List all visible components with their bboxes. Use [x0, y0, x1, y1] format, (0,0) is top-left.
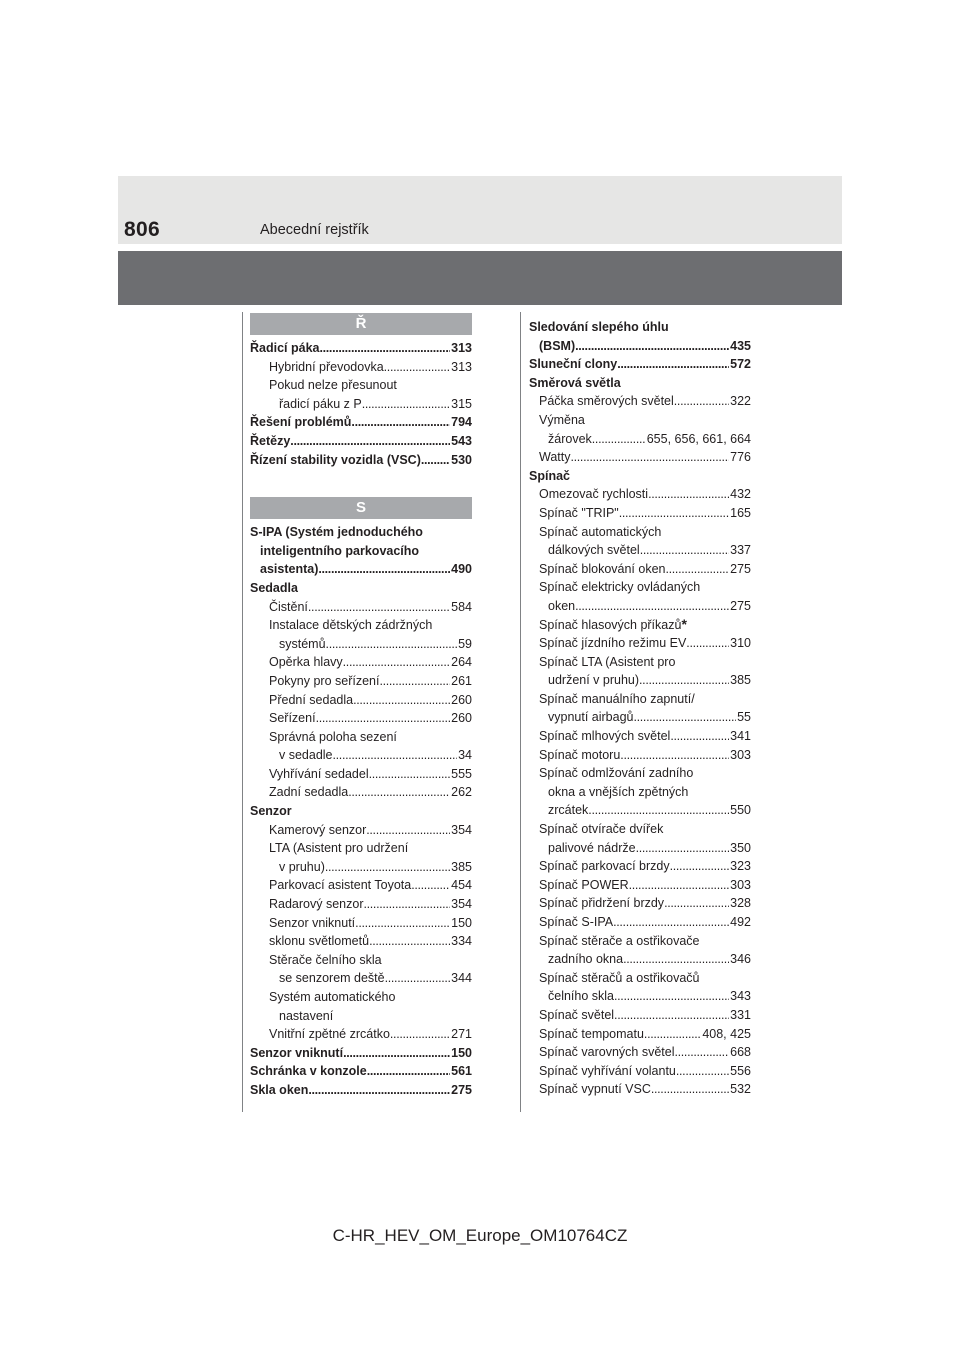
dot-leader — [421, 451, 450, 470]
entry-term: inteligentního parkovacího — [260, 543, 420, 558]
entry-term: Parkovací asistent Toyota — [269, 878, 412, 893]
entry-page-number: 55 — [737, 710, 751, 725]
index-heading — [529, 932, 751, 951]
index-entry — [529, 597, 751, 616]
dot-leader — [290, 432, 450, 451]
entry-term: Vyhřívání sedadel — [269, 766, 369, 781]
index-entry — [250, 1025, 472, 1044]
entry-page-number: 323 — [730, 859, 751, 874]
entry-page-number: 435 — [730, 338, 751, 353]
entry-term: Watty — [539, 450, 571, 465]
entry-term: Řadicí páka — [250, 341, 320, 355]
entry-page-number: 385 — [730, 673, 751, 688]
entry-page-number: 543 — [451, 433, 472, 448]
entry-term: Přední sedadla — [269, 692, 354, 707]
dot-leader — [369, 765, 451, 784]
entry-term: Spínač stěrače a ostřikovače — [539, 933, 700, 948]
index-entry — [529, 355, 751, 374]
entry-page-number: 150 — [451, 1045, 472, 1060]
index-heading — [529, 783, 751, 802]
entry-page-number: 334 — [451, 934, 472, 949]
index-entry — [529, 857, 751, 876]
index-entry — [529, 392, 751, 411]
index-entry — [250, 932, 472, 951]
index-entry — [250, 560, 472, 579]
index-heading — [529, 969, 751, 988]
entry-term: řadicí páku z P — [279, 396, 362, 411]
index-entry — [529, 541, 751, 560]
entry-term: Vnitřní zpětné zrcátko — [269, 1027, 390, 1042]
dot-leader — [575, 337, 729, 356]
index-entry — [250, 895, 472, 914]
entry-term: LTA (Asistent pro udržení — [269, 841, 409, 856]
entry-page-number: 322 — [730, 394, 751, 409]
index-heading — [529, 374, 751, 393]
dot-leader — [686, 634, 729, 653]
entry-term: žárovek — [548, 431, 592, 446]
entry-page-number: 776 — [730, 450, 751, 465]
entry-term: palivové nádrže — [548, 840, 636, 855]
entry-term: (BSM) — [539, 338, 576, 353]
index-heading — [250, 988, 472, 1007]
dot-leader — [333, 746, 458, 765]
entry-page-number: 350 — [730, 840, 751, 855]
entry-page-number: 261 — [451, 673, 472, 688]
entry-page-number: 341 — [730, 729, 751, 744]
entry-term: Opěrka hlavy — [269, 655, 343, 670]
dot-leader — [619, 504, 729, 523]
entry-term: zrcátek — [548, 803, 589, 818]
entry-page-number: 432 — [730, 487, 751, 502]
dot-leader — [592, 430, 646, 449]
dot-leader — [325, 858, 450, 877]
entry-term: Sedadla — [250, 580, 298, 595]
index-heading — [250, 839, 472, 858]
index-entry — [529, 337, 751, 356]
index-entry — [529, 727, 751, 746]
entry-page-number: 328 — [730, 896, 751, 911]
index-heading — [529, 411, 751, 430]
entry-term: Spínač světel — [539, 1007, 615, 1022]
entry-page-number: 331 — [730, 1007, 751, 1022]
index-column-1 — [250, 313, 472, 1100]
entry-page-number: 310 — [730, 636, 751, 651]
entry-term: Řešení problémů — [250, 415, 352, 430]
entry-term: čelního skla — [548, 989, 615, 1004]
entry-page-number: 260 — [451, 711, 472, 726]
dot-leader — [316, 709, 451, 728]
dot-leader — [623, 950, 729, 969]
entry-term: Spínač LTA (Asistent pro — [539, 654, 676, 669]
index-heading: Spínač hlasových příkazů * — [529, 616, 751, 635]
entry-term: Spínač jízdního režimu EV — [539, 636, 687, 651]
entry-term: nastavení — [279, 1008, 334, 1023]
dot-leader — [390, 1025, 450, 1044]
column-divider-left — [242, 312, 243, 1112]
index-heading — [529, 653, 751, 672]
entry-page-number: 303 — [730, 747, 751, 762]
dot-leader — [411, 876, 450, 895]
entry-page-number: 454 — [451, 878, 472, 893]
entry-page-number: 343 — [730, 989, 751, 1004]
page-title: Abecední rejstřík — [260, 222, 369, 238]
entry-term: Seřízení — [269, 711, 316, 726]
index-entry — [250, 914, 472, 933]
dot-leader — [308, 1081, 450, 1100]
dot-leader — [319, 339, 450, 358]
entry-term: systémů — [279, 636, 326, 651]
entry-page-number: 346 — [730, 952, 751, 967]
dot-leader — [648, 485, 729, 504]
entry-page-number: 530 — [451, 452, 472, 467]
entry-term: Spínač manuálního zapnutí/ — [539, 691, 695, 706]
entry-page-number: 275 — [730, 598, 751, 613]
entry-page-number: 262 — [451, 785, 472, 800]
column-divider-right — [520, 312, 521, 1112]
index-entry — [529, 1006, 751, 1025]
entry-term: Spínač odmlžování zadního — [539, 766, 694, 781]
entry-term: v pruhu) — [279, 859, 325, 874]
index-entry — [529, 1080, 751, 1099]
page-header — [118, 176, 842, 244]
index-entry — [250, 876, 472, 895]
document-code: C-HR_HEV_OM_Europe_OM10764CZ — [332, 1226, 628, 1245]
index-heading — [529, 820, 751, 839]
index-entry — [529, 1025, 751, 1044]
entry-term: Spínač motoru — [539, 747, 621, 762]
entry-term: Spínač S-IPA — [539, 915, 614, 929]
entry-term: Spínač automatických — [539, 524, 662, 539]
index-entry — [250, 635, 472, 654]
entry-page-number: 275 — [451, 1082, 472, 1097]
index-entry — [529, 801, 751, 820]
index-entry — [529, 913, 751, 932]
dot-leader — [636, 839, 730, 858]
dot-leader — [670, 857, 730, 876]
entry-term: udržení v pruhu) — [548, 673, 640, 688]
index-entry — [250, 709, 472, 728]
index-entry — [250, 969, 472, 988]
entry-page-number: 271 — [451, 1027, 472, 1042]
dot-leader — [369, 932, 450, 951]
dot-leader — [326, 635, 458, 654]
index-heading — [250, 728, 472, 747]
entry-term: Spínač hlasových příkazů — [539, 617, 682, 632]
index-entry — [529, 987, 751, 1006]
index-entry — [529, 430, 751, 449]
entry-term: Senzor vniknutí — [250, 1045, 344, 1060]
entry-term: Hybridní převodovka — [269, 359, 384, 374]
entry-term: Stěrače čelního skla — [269, 952, 382, 967]
dot-leader — [676, 1062, 729, 1081]
entry-page-number: 313 — [451, 359, 472, 374]
entry-term: Spínač mlhových světel — [539, 729, 671, 744]
entry-term: Senzor vniknutí — [269, 915, 356, 930]
entry-page-number: 264 — [451, 655, 472, 670]
index-heading — [529, 467, 751, 486]
entry-term: oken — [548, 598, 576, 613]
entry-page-number: 655, 656, 661, 664 — [646, 431, 751, 446]
index-column-2 — [529, 318, 751, 1099]
index-entry — [250, 653, 472, 672]
entry-term: vypnutí airbagů — [548, 710, 634, 725]
entry-page-number: 490 — [451, 562, 472, 577]
entry-term: Spínač parkovací brzdy — [539, 859, 670, 874]
entry-term: Kamerový senzor — [269, 822, 367, 837]
entry-page-number: 165 — [730, 505, 751, 520]
index-entry — [250, 432, 472, 451]
entry-term: dálkových světel — [548, 543, 640, 558]
dot-leader — [613, 913, 729, 932]
entry-term: Spínač vypnutí VSC — [539, 1082, 651, 1097]
entry-page-number: 794 — [451, 415, 472, 430]
entry-term: S-IPA (Systém jednoduchého — [250, 525, 423, 540]
entry-page-number: 550 — [730, 803, 751, 818]
index-entry — [250, 1062, 472, 1081]
index-entry — [250, 746, 472, 765]
index-entry — [529, 1043, 751, 1062]
entry-page-number: 492 — [730, 915, 751, 929]
index-entry — [529, 746, 751, 765]
dot-leader — [629, 876, 730, 895]
entry-term: Čistění — [269, 599, 308, 614]
index-heading — [250, 542, 472, 561]
section-letter-header: S — [250, 497, 472, 519]
dot-leader — [343, 653, 450, 672]
index-entry — [529, 950, 751, 969]
entry-term: Radarový senzor — [269, 897, 364, 912]
index-entry — [250, 395, 472, 414]
index-heading — [250, 951, 472, 970]
dot-leader — [308, 598, 450, 617]
index-entry — [529, 671, 751, 690]
entry-term: Spínač tempomatu — [539, 1026, 644, 1041]
dot-leader — [364, 895, 451, 914]
entry-term: Schránka v konzole — [250, 1064, 367, 1079]
entry-page-number: 303 — [730, 877, 751, 892]
entry-page-number: 408, 425 — [702, 1026, 751, 1041]
index-heading — [250, 579, 472, 598]
entry-page-number: 34 — [458, 748, 472, 763]
dot-leader — [366, 821, 450, 840]
entry-page-number: 59 — [458, 636, 472, 651]
dot-leader — [614, 1006, 729, 1025]
entry-term: Páčka směrových světel — [539, 394, 674, 409]
entry-term: Spínač otvírače dvířek — [539, 822, 664, 837]
index-heading — [529, 764, 751, 783]
index-heading — [529, 578, 751, 597]
dot-leader — [355, 914, 450, 933]
index-heading — [529, 690, 751, 709]
entry-page-number: 337 — [730, 543, 751, 558]
index-entry — [250, 1044, 472, 1063]
dot-leader — [620, 746, 729, 765]
entry-term: Spínač elektricky ovládaných — [539, 580, 701, 595]
entry-term: Řetězy — [250, 433, 291, 448]
dot-leader — [385, 969, 451, 988]
entry-term: Výměna — [539, 412, 585, 427]
dot-leader — [633, 708, 736, 727]
index-entry — [250, 413, 472, 432]
entry-term: Spínač vyhřívání volantu — [539, 1063, 676, 1078]
index-entry — [529, 839, 751, 858]
index-heading — [250, 802, 472, 821]
index-heading — [250, 523, 472, 542]
dot-leader — [384, 358, 450, 377]
dot-leader — [575, 597, 729, 616]
dot-leader — [348, 783, 450, 802]
entry-term: se senzorem deště — [279, 971, 385, 986]
entry-page-number: 354 — [451, 822, 472, 837]
dot-leader — [651, 1080, 729, 1099]
entry-page-number: 260 — [451, 692, 472, 707]
entry-term: Spínač blokování oken — [539, 561, 666, 576]
index-entry — [250, 858, 472, 877]
entry-page-number: 385 — [451, 859, 472, 874]
entry-term: Pokud nelze přesunout — [269, 378, 397, 393]
index-entry — [529, 894, 751, 913]
dot-leader — [353, 691, 450, 710]
dot-leader — [318, 560, 450, 579]
dot-leader — [362, 395, 450, 414]
index-heading — [250, 1007, 472, 1026]
entry-term: Sluneční clony — [529, 357, 618, 372]
index-entry — [250, 358, 472, 377]
dot-leader — [670, 727, 729, 746]
entry-page-number: 561 — [451, 1064, 472, 1079]
index-heading — [250, 376, 472, 395]
entry-term: Skla oken — [250, 1082, 309, 1097]
entry-page-number: 532 — [730, 1082, 751, 1097]
entry-page-number: 344 — [451, 971, 472, 986]
dot-leader — [617, 355, 729, 374]
dot-leader — [367, 1062, 450, 1081]
entry-term: Směrová světla — [529, 375, 621, 390]
dot-leader — [379, 672, 450, 691]
entry-term: Systém automatického — [269, 990, 396, 1004]
header-band — [118, 251, 842, 305]
entry-page-number: 584 — [451, 599, 472, 614]
entry-page-number: 150 — [451, 915, 472, 930]
section-letter-header: Ř — [250, 313, 472, 335]
dot-leader — [644, 1025, 701, 1044]
entry-page-number: 313 — [451, 341, 472, 355]
index-entry — [250, 672, 472, 691]
dot-leader — [664, 894, 729, 913]
entry-term: sklonu světlometů — [269, 934, 370, 949]
entry-page-number: 556 — [730, 1063, 751, 1078]
dot-leader — [614, 987, 729, 1006]
entry-term: Spínač varovných světel — [539, 1045, 675, 1060]
index-entry — [529, 448, 751, 467]
entry-page-number: 572 — [730, 357, 751, 372]
entry-page-number: 354 — [451, 897, 472, 912]
entry-term: Omezovač rychlosti — [539, 487, 649, 502]
entry-term: Správná poloha sezení — [269, 729, 397, 744]
dot-leader — [570, 448, 729, 467]
index-entry — [250, 821, 472, 840]
dot-leader — [588, 801, 729, 820]
dot-leader — [343, 1044, 450, 1063]
index-entry — [529, 1062, 751, 1081]
entry-term: Řízení stability vozidla (VSC) — [250, 452, 421, 467]
entry-page-number: 555 — [451, 766, 472, 781]
entry-term: zadního okna — [548, 952, 624, 967]
entry-term: Spínač "TRIP" — [539, 505, 619, 520]
entry-term: Spínač POWER — [539, 877, 629, 892]
index-entry — [250, 598, 472, 617]
entry-term: Spínač — [529, 468, 570, 483]
page-number: 806 — [124, 218, 160, 241]
entry-term: Senzor — [250, 804, 292, 819]
section-gap — [250, 469, 472, 497]
dot-leader — [665, 560, 729, 579]
entry-term: okna a vnějších zpětných — [548, 784, 689, 799]
entry-term: Pokyny pro seřízení — [269, 673, 380, 688]
entry-page-number: 668 — [730, 1045, 751, 1060]
index-entry — [250, 339, 472, 358]
dot-leader — [351, 413, 450, 432]
index-entry — [250, 691, 472, 710]
entry-term: Spínač přidržení brzdy — [539, 896, 665, 911]
index-entry — [529, 504, 751, 523]
index-entry — [250, 765, 472, 784]
entry-term: Sledování slepého úhlu — [529, 320, 669, 334]
entry-term: v sedadle — [279, 748, 333, 763]
index-entry — [250, 1081, 472, 1100]
dot-leader — [640, 541, 729, 560]
index-heading — [250, 616, 472, 635]
entry-term: Spínač stěračů a ostřikovačů — [539, 970, 700, 985]
entry-term: Instalace dětských zádržných — [269, 618, 433, 633]
index-entry — [529, 560, 751, 579]
entry-term: asistenta) — [260, 562, 319, 577]
index-entry — [529, 634, 751, 653]
entry-page-number: 315 — [451, 396, 472, 411]
index-entry — [529, 876, 751, 895]
index-entry — [529, 485, 751, 504]
dot-leader — [639, 671, 729, 690]
dot-leader — [674, 392, 729, 411]
index-entry — [250, 783, 472, 802]
index-entry — [250, 451, 472, 470]
index-heading — [529, 523, 751, 542]
entry-term: Zadní sedadla — [269, 785, 349, 800]
dot-leader — [675, 1043, 730, 1062]
index-heading — [529, 318, 751, 337]
entry-page-number: 275 — [730, 561, 751, 576]
index-entry — [529, 708, 751, 727]
